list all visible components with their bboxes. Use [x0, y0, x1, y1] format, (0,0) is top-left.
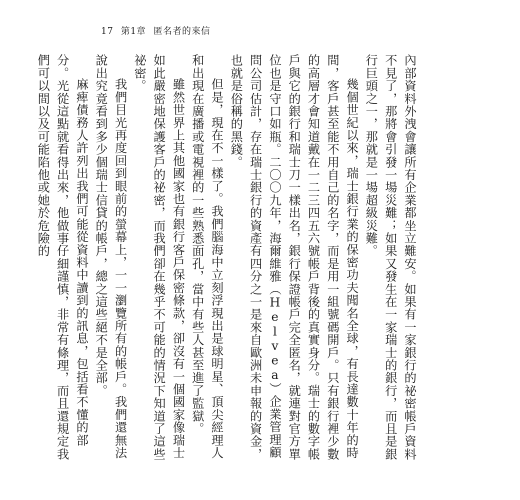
- paragraph: 我們目光再度回到眼前的螢幕上，一一瀏覽所有的帳戶。我們還無法說出究竟看到多少個瑞士信貸的帳戶，總之這些絕不是全部。: [94, 54, 128, 460]
- paragraph: 麻痺債務人許列出我們可能從資料中讀到的訊息，包括看不懂的部分。光從這點就看得出來，他做事仔細謹慎，非常有條理，而且還規定我們可以間以及可能陷他或她於危險的: [36, 54, 89, 461]
- paragraph: 雖然世界上其他國家也有銀行客戶保密條款，卻沒有一個國家像瑞士如此嚴密地保護客戶的祕密，而我們卻在幾乎不可能的情況下知道了這些祕密。: [132, 54, 186, 461]
- chapter-label: 第1章: [120, 27, 147, 37]
- paragraph: 幾個世紀以來，瑞士銀行業的保密功夫聞名全球，有長達數十年的時間，客戶甚至能不用自己的名字，而是用一組號碼開戶。只有銀行裡少數的高層才會知道戴在一二三四五六號帳戶背後的真實身分。瑞士的數字帳戶與它的銀行和瑞士刀一樣出名，銀行保證帳戶完全匿名，就連對官方單位也是守口如瓶。二〇〇九年，海爾維雅（Helvea）企業管理顧問公司估計，存在瑞士銀行的資產有四分之一是來自歐洲未申報的資金，也就是俗稱的黑錢。: [229, 54, 360, 461]
- page-number: 17: [101, 27, 114, 37]
- chapter-title: 匿名者的來信: [153, 27, 211, 37]
- body-text: [33, 54, 419, 468]
- paragraph: 內部資料外洩會讓所有企業都坐立難安。如果有一家銀行的祕密帳戶資料不見了，那將會引發一場災難；如果又發生在一家瑞士的銀行，而且是銀行巨頭之一，那就是一場超級災難。: [364, 54, 417, 461]
- paragraph: 但是，現在不一樣了。我們腦海中立刻浮現出是球明星、頂尖經理人和出現在廣播或電視裡的一些熟悉面孔，當中有些人甚至進了監獄。: [190, 54, 225, 460]
- running-header: [101, 24, 214, 37]
